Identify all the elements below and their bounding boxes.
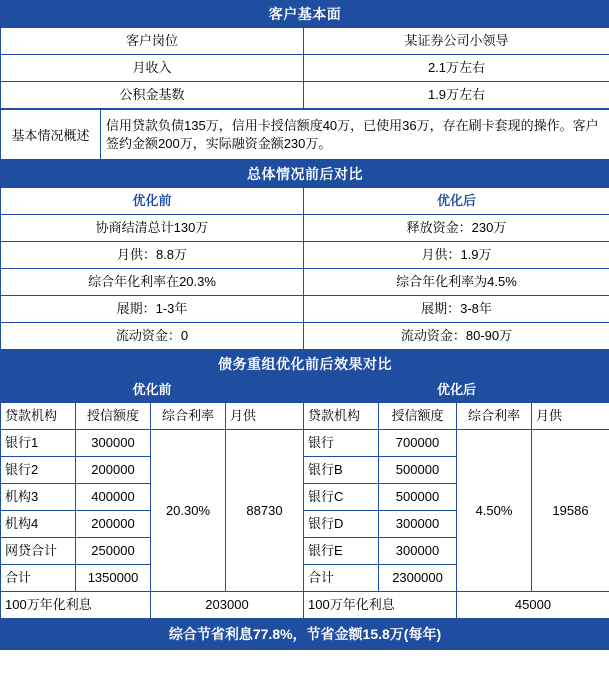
column-header: 综合利率 bbox=[151, 403, 226, 430]
section-customer-basics bbox=[0, 0, 609, 109]
column-header: 月供 bbox=[532, 403, 609, 430]
table-row: 银行D bbox=[304, 511, 379, 538]
section-overall-comparison bbox=[0, 160, 609, 350]
table-row: 网贷合计 bbox=[1, 538, 76, 565]
table-row: 银行C bbox=[304, 484, 379, 511]
column-header: 月供 bbox=[226, 403, 304, 430]
table-row: 1350000 bbox=[76, 565, 151, 592]
section2-head-after: 优化后 bbox=[304, 188, 609, 215]
table-row: 流动资金：0 bbox=[1, 323, 304, 350]
table-row: 银行2 bbox=[1, 457, 76, 484]
section2-head-before: 优化前 bbox=[1, 188, 304, 215]
interest-value-before: 203000 bbox=[151, 592, 304, 619]
table-row: 2300000 bbox=[379, 565, 457, 592]
after-monthly: 19586 bbox=[532, 430, 609, 592]
table-row: 700000 bbox=[379, 430, 457, 457]
table-row: 300000 bbox=[379, 538, 457, 565]
table-row: 500000 bbox=[379, 484, 457, 511]
table-row: 银行1 bbox=[1, 430, 76, 457]
table-row: 银行E bbox=[304, 538, 379, 565]
table-row: 2.1万左右 bbox=[304, 55, 609, 82]
footer-summary: 综合节省利息77.8%，节省金额15.8万(每年) bbox=[1, 619, 609, 650]
table-row: 银行B bbox=[304, 457, 379, 484]
after-rate: 4.50% bbox=[457, 430, 532, 592]
table-row: 月供：8.8万 bbox=[1, 242, 304, 269]
table-row: 机构4 bbox=[1, 511, 76, 538]
interest-value-after: 45000 bbox=[457, 592, 609, 619]
table-row: 协商结清总计130万 bbox=[1, 215, 304, 242]
section3-head-after: 优化后 bbox=[304, 378, 609, 403]
section2-title: 总体情况前后对比 bbox=[1, 161, 609, 188]
table-row: 综合年化利率为4.5% bbox=[304, 269, 609, 296]
table-row: 流动资金：80-90万 bbox=[304, 323, 609, 350]
table-row: 展期：1-3年 bbox=[1, 296, 304, 323]
table-row: 200000 bbox=[76, 511, 151, 538]
column-header: 贷款机构 bbox=[1, 403, 76, 430]
table-row: 400000 bbox=[76, 484, 151, 511]
column-header: 授信额度 bbox=[76, 403, 151, 430]
summary-text: 信用贷款负债135万，信用卡授信额度40万，已使用36万，存在刷卡套现的操作。客户签约金额200万，实际融资金额230万。 bbox=[101, 110, 609, 160]
section3-head-before: 优化前 bbox=[1, 378, 304, 403]
table-row: 300000 bbox=[76, 430, 151, 457]
column-header: 授信额度 bbox=[379, 403, 457, 430]
column-header: 贷款机构 bbox=[304, 403, 379, 430]
summary-label: 基本情况概述 bbox=[1, 110, 101, 160]
table-row: 展期：3-8年 bbox=[304, 296, 609, 323]
section3-title: 债务重组优化前后效果对比 bbox=[1, 351, 609, 378]
table-row: 1.9万左右 bbox=[304, 82, 609, 109]
table-row: 月供：1.9万 bbox=[304, 242, 609, 269]
table-row: 客户岗位 bbox=[1, 28, 304, 55]
table-row: 500000 bbox=[379, 457, 457, 484]
table-row: 释放资金：230万 bbox=[304, 215, 609, 242]
table-row: 综合年化利率在20.3% bbox=[1, 269, 304, 296]
table-row: 200000 bbox=[76, 457, 151, 484]
column-header: 综合利率 bbox=[457, 403, 532, 430]
interest-label-after: 100万年化利息 bbox=[304, 592, 457, 619]
table-row: 合计 bbox=[304, 565, 379, 592]
section1-title: 客户基本面 bbox=[1, 1, 609, 28]
before-rate: 20.30% bbox=[151, 430, 226, 592]
table-row: 银行 bbox=[304, 430, 379, 457]
interest-label-before: 100万年化利息 bbox=[1, 592, 151, 619]
table-row: 月收入 bbox=[1, 55, 304, 82]
section-debt-restructure bbox=[0, 350, 609, 650]
table-row: 250000 bbox=[76, 538, 151, 565]
section-summary bbox=[0, 109, 609, 160]
before-monthly: 88730 bbox=[226, 430, 304, 592]
table-row: 300000 bbox=[379, 511, 457, 538]
table-row: 机构3 bbox=[1, 484, 76, 511]
table-row: 合计 bbox=[1, 565, 76, 592]
table-row: 公积金基数 bbox=[1, 82, 304, 109]
table-row: 某证券公司小领导 bbox=[304, 28, 609, 55]
